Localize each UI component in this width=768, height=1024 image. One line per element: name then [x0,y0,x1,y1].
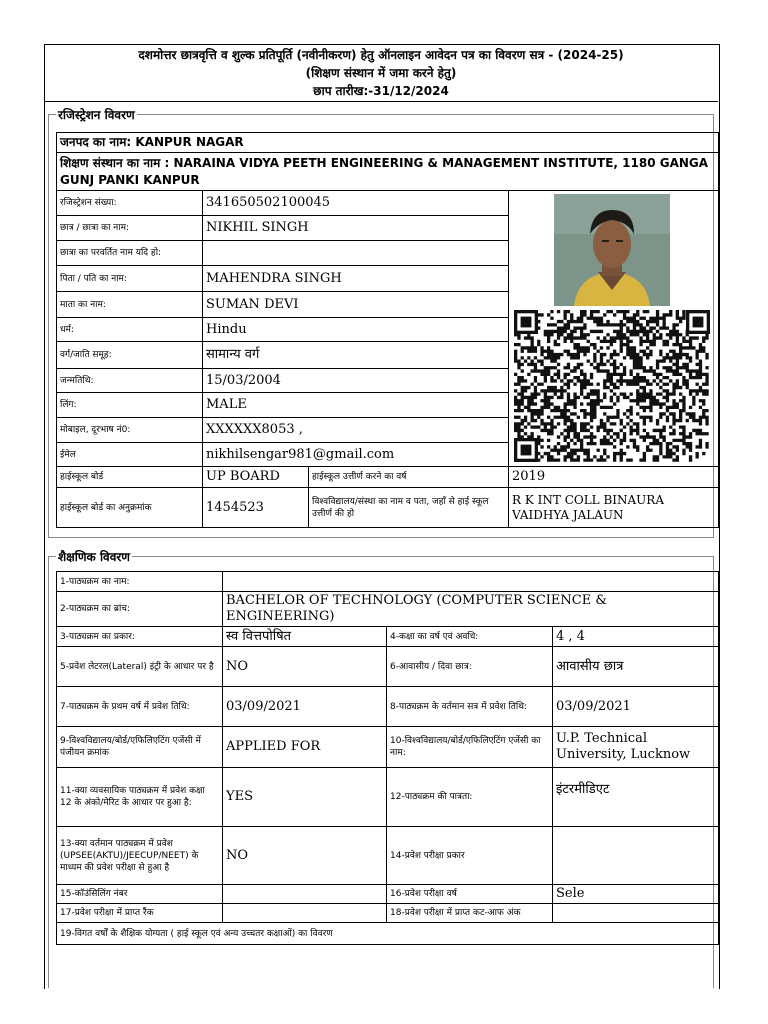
field-label: 13-क्या वर्तमान पाठ्यक्रम में प्रवेश (UPSEE(AKTU)/JEECUP/NEET) के माध्यम की प्रवेश परीक्षा से हुआ है [57,827,223,885]
changed-name [203,241,509,266]
previous-education-heading: 19-विगत वर्षों के शैक्षिक योग्यता ( हाई स्कूल एवं अन्य उच्चतर कक्षाओं) का विवरण [57,923,719,945]
gender: MALE [203,393,509,418]
field-label: 11-क्या व्यवसायिक पाठ्यक्रम में प्रवेश कक्षा 12 के अंको/मेरिट के आधार पर हुआ है: [57,768,223,827]
mother-name: SUMAN DEVI [203,292,509,318]
hosteller-status: आवासीय छात्र [553,647,719,687]
field-label: हाईस्कूल उत्तीर्ण करने का वर्ष [309,467,509,488]
university-registration-number: APPLIED FOR [223,727,387,768]
header-title: दशमोत्तर छात्रवृत्ति व शुल्क प्रतिपूर्ति (नवीनीकरण) हेतु ऑनलाइन आवेदन पत्र का विवरण सत्र - (2024-25) [138,48,624,62]
field-label: 7-पाठ्यक्रम के प्रथम वर्ष में प्रवेश तिथि: [57,687,223,727]
field-label: वर्ग/जाति समूह: [57,342,203,369]
course-name [223,572,719,592]
mobile-number: XXXXXX8053 , [203,418,509,443]
field-label: छात्रा का परवर्तित नाम यदि हो: [57,241,203,266]
email: nikhilsengar981@gmail.com [203,443,509,467]
field-label: 14-प्रवेश परीक्षा प्रकार [387,827,553,885]
district-name: जनपद का नाम: KANPUR NAGAR [57,133,719,153]
father-name: MAHENDRA SINGH [203,266,509,292]
date-of-birth: 15/03/2004 [203,369,509,393]
field-label: 3-पाठ्यक्रम का प्रकार: [57,627,223,647]
year-duration: 4 , 4 [553,627,719,647]
field-label: पिता / पति का नाम: [57,266,203,292]
registration-number: 341650502100045 [203,191,509,216]
field-label: 8-पाठ्यक्रम के वर्तमान सत्र में प्रवेश तिथि: [387,687,553,727]
field-label: हाईस्कूल बोर्ड [57,467,203,488]
entrance-exam-year: Sele [553,885,719,904]
first-year-admission-date: 03/09/2021 [223,687,387,727]
category: सामान्य वर्ग [203,342,509,369]
course-eligibility: इंटरमीडिएट [553,768,719,827]
current-session-admission-date: 03/09/2021 [553,687,719,727]
field-label: जन्मतिथि: [57,369,203,393]
field-label: हाईस्कूल बोर्ड का अनुक्रमांक [57,488,203,528]
cutoff-marks [553,904,719,923]
lateral-entry: NO [223,647,387,687]
academic-table [56,571,719,945]
field-label: 4-कक्षा का वर्ष एवं अवधि: [387,627,553,647]
field-label: 9-विश्वविद्यालय/बोर्ड/एफिलिएटिंग एजेंसी में पंजीयन क्रमांक [57,727,223,768]
header-subtitle: (शिक्षण संस्थान में जमा करने हेतु) [305,66,457,80]
field-label: लिंग: [57,393,203,418]
religion: Hindu [203,318,509,342]
qr-code [514,310,710,462]
field-label: 12-पाठ्यक्रम की पात्रता: [387,768,553,827]
field-label: 5-प्रवेश लेटरल(Lateral) इंट्री के आधार पर है [57,647,223,687]
hs-year: 2019 [509,467,719,488]
hs-board: UP BOARD [203,467,309,488]
field-label: रजिस्ट्रेशन संख्या: [57,191,203,216]
field-label: 10-विश्वविद्यालय/बोर्ड/एफिलिएटिंग एजेंसी का नाम: [387,727,553,768]
document-header [44,44,718,102]
student-photo [554,194,670,306]
field-label: 2-पाठ्यक्रम का ब्रांच: [57,592,223,627]
institute-name: शिक्षण संस्थान का नाम : NARAINA VIDYA PEETH ENGINEERING & MANAGEMENT INSTITUTE, 1180 GANGA GUNJ PANKI KANPUR [57,153,719,191]
field-label: 15-कॉउंसिलिंग नंबर [57,885,223,904]
field-label: विश्वविद्यालय/संस्था का नाम व पता, जहाँ से हाई स्कूल उत्तीर्ण की हो [309,488,509,528]
entrance-exam-type [553,827,719,885]
field-label: मोबाइल, दूरभाष नं0: [57,418,203,443]
field-label: माता का नाम: [57,292,203,318]
course-branch: BACHELOR OF TECHNOLOGY (COMPUTER SCIENCE & ENGINEERING) [223,592,719,627]
student-name: NIKHIL SINGH [203,216,509,241]
hs-school: R K INT COLL BINAURA VAIDHYA JALAUN [509,488,719,528]
counselling-number [223,885,387,904]
merit-based-admission: YES [223,768,387,827]
academic-legend: शैक्षणिक विवरण [58,550,130,564]
course-type: स्व वित्तपोषित [223,627,387,647]
field-label: ईमेल [57,443,203,467]
entrance-exam-admission: NO [223,827,387,885]
field-label: 1-पाठ्यक्रम का नाम: [57,572,223,592]
registration-legend: रजिस्ट्रेशन विवरण [58,108,135,122]
entrance-rank [223,904,387,923]
hs-roll-number: 1454523 [203,488,309,528]
field-label: 16-प्रवेश परीक्षा वर्ष [387,885,553,904]
university-name: U.P. Technical University, Lucknow [553,727,719,768]
field-label: छात्र / छात्रा का नाम: [57,216,203,241]
field-label: 17-प्रवेश परीक्षा में प्राप्त रैंक [57,904,223,923]
field-label: धर्म: [57,318,203,342]
print-date: छाप तारीख:-31/12/2024 [313,84,449,98]
field-label: 6-आवासीय / दिवा छात्र: [387,647,553,687]
field-label: 18-प्रवेश परीक्षा में प्राप्त कट-आफ अंक [387,904,553,923]
